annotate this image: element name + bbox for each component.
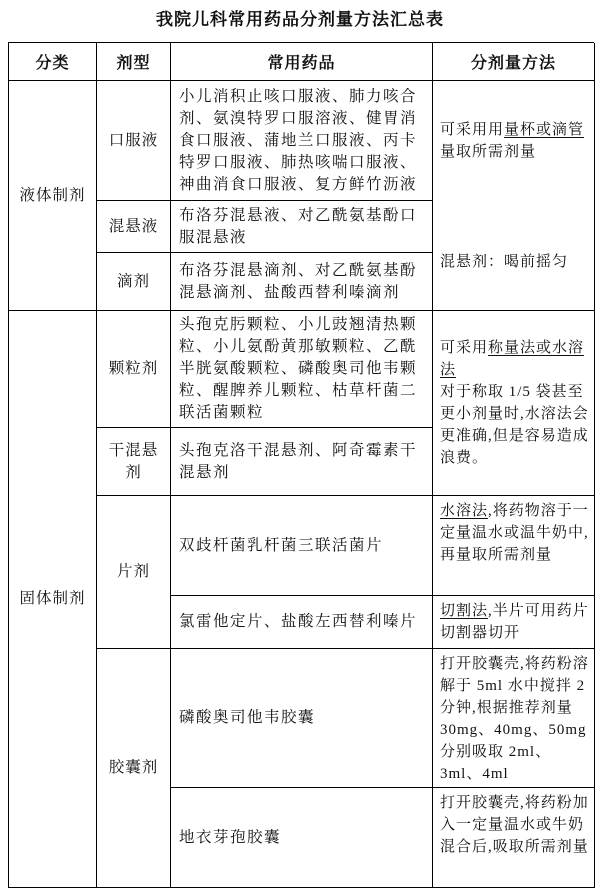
- drugs-granules-text: 头孢克肟颗粒、小儿豉翘清热颗粒、小儿氨酚黄那敏颗粒、乙酰半胱氨酸颗粒、磷酸奥司他韦颗粒、醒脾养儿颗粒、枯草杆菌二联活菌颗粒: [179, 316, 418, 421]
- category-solid: [9, 311, 97, 888]
- method-granules-note: 对于称取 1/5 袋甚至更小剂量时,水溶法会更准确,但是容易造成浪费。: [440, 384, 589, 466]
- method-tablets-1: [433, 496, 595, 596]
- form-dry-suspension: [97, 428, 171, 496]
- drugs-dry-suspension: [171, 428, 433, 496]
- form-tablets-label: 片剂: [116, 563, 150, 580]
- form-suspension-label: 混悬液: [108, 217, 159, 235]
- method-capsules-2-text: 打开胶囊壳,将药粉加入一定量温水或牛奶混合后,吸取所需剂量: [440, 795, 589, 855]
- form-drops: [97, 253, 171, 311]
- method-liquid-underlined: 量杯或滴管: [504, 122, 585, 138]
- header-drugs: [171, 43, 433, 81]
- header-category-label: 分类: [35, 55, 70, 72]
- method-liquid-note: 混悬剂：喝前摇匀: [440, 254, 569, 270]
- dosage-table: [8, 42, 594, 888]
- header-method: [433, 43, 595, 81]
- method-granules: [433, 311, 595, 496]
- method-tablets-1-underlined: 水溶法: [440, 503, 489, 519]
- method-granules-lead: 可采用: [440, 340, 489, 356]
- drugs-tablets-2: [171, 596, 433, 649]
- method-tablets-2: [433, 596, 595, 649]
- drugs-dry-suspension-text: 头孢克洛干混悬剂、阿奇霉素干混悬剂: [179, 441, 418, 481]
- form-capsules: [97, 649, 171, 888]
- drugs-capsules-2-text: 地衣芽孢胶囊: [179, 828, 282, 846]
- method-capsules-1: [433, 649, 595, 788]
- form-dry-suspension-label: 干混悬剂: [108, 441, 159, 481]
- method-granules-underlined: 称量法或水溶法: [440, 340, 585, 378]
- method-tablets-1-rest: ,将药物溶于一定量温水或温牛奶中,再量取所需剂量: [440, 503, 589, 563]
- method-liquid-rest: 量取所需剂量: [440, 144, 537, 160]
- header-form: [97, 43, 171, 81]
- method-capsules-1-text: 打开胶囊壳,将药粉溶解于 5ml 水中搅拌 2 分钟,根据推荐剂量 30mg、40mg、50mg 分别吸取 2ml、3ml、4ml: [440, 656, 589, 782]
- form-suspension: [97, 201, 171, 253]
- category-liquid-label: 液体制剂: [19, 186, 86, 204]
- drugs-suspension: [171, 201, 433, 253]
- header-method-label: 分剂量方法: [470, 55, 556, 72]
- category-solid-label: 固体制剂: [19, 590, 86, 607]
- drugs-granules: [171, 311, 433, 428]
- form-oral-solution-label: 口服液: [108, 131, 159, 149]
- category-liquid: [9, 81, 97, 311]
- method-capsules-2: [433, 788, 595, 888]
- form-oral-solution: [97, 81, 171, 201]
- drugs-suspension-text: 布洛芬混悬液、对乙酰氨基酚口服混悬液: [179, 206, 418, 246]
- drugs-capsules-1-text: 磷酸奥司他韦胶囊: [179, 709, 316, 726]
- method-liquid-lead: 可采用用: [440, 122, 505, 138]
- form-granules-label: 颗粒剂: [108, 360, 159, 377]
- drugs-capsules-2: [171, 788, 433, 888]
- method-liquid-text: [440, 119, 590, 163]
- header-category: [9, 43, 97, 81]
- drugs-tablets-1: [171, 496, 433, 596]
- form-drops-label: 滴剂: [116, 272, 150, 290]
- header-drugs-label: 常用药品: [267, 55, 336, 72]
- drugs-oral-solution-text: 小儿消积止咳口服液、肺力咳合剂、氨溴特罗口服溶液、健胃消食口服液、蒲地兰口服液、丙卡特罗口服液、肺热咳喘口服液、神曲消食口服液、复方鲜竹沥液: [179, 87, 418, 193]
- form-capsules-label: 胶囊剂: [108, 759, 159, 776]
- table-title: 我院儿科常用药品分剂量方法汇总表: [156, 10, 444, 29]
- method-tablets-2-text: [440, 600, 590, 644]
- drugs-capsules-1: [171, 649, 433, 788]
- drugs-oral-solution: [171, 81, 433, 201]
- drugs-drops-text: 布洛芬混悬滴剂、对乙酰氨基酚混悬滴剂、盐酸西替利嗪滴剂: [179, 261, 418, 301]
- method-tablets-2-underlined: 切割法: [440, 603, 489, 619]
- drugs-tablets-2-text: 氯雷他定片、盐酸左西替利嗪片: [179, 613, 418, 630]
- form-granules: [97, 311, 171, 428]
- drugs-drops: [171, 253, 433, 311]
- header-form-label: 剂型: [116, 55, 151, 72]
- method-tablets-2-rest: ,半片可用药片切割器切开: [440, 603, 589, 641]
- method-liquid: [433, 81, 595, 311]
- form-tablets: [97, 496, 171, 649]
- method-tablets-1-text: [440, 500, 590, 566]
- drugs-tablets-1-text: 双歧杆菌乳杆菌三联活菌片: [179, 536, 384, 554]
- method-granules-text: [440, 337, 590, 381]
